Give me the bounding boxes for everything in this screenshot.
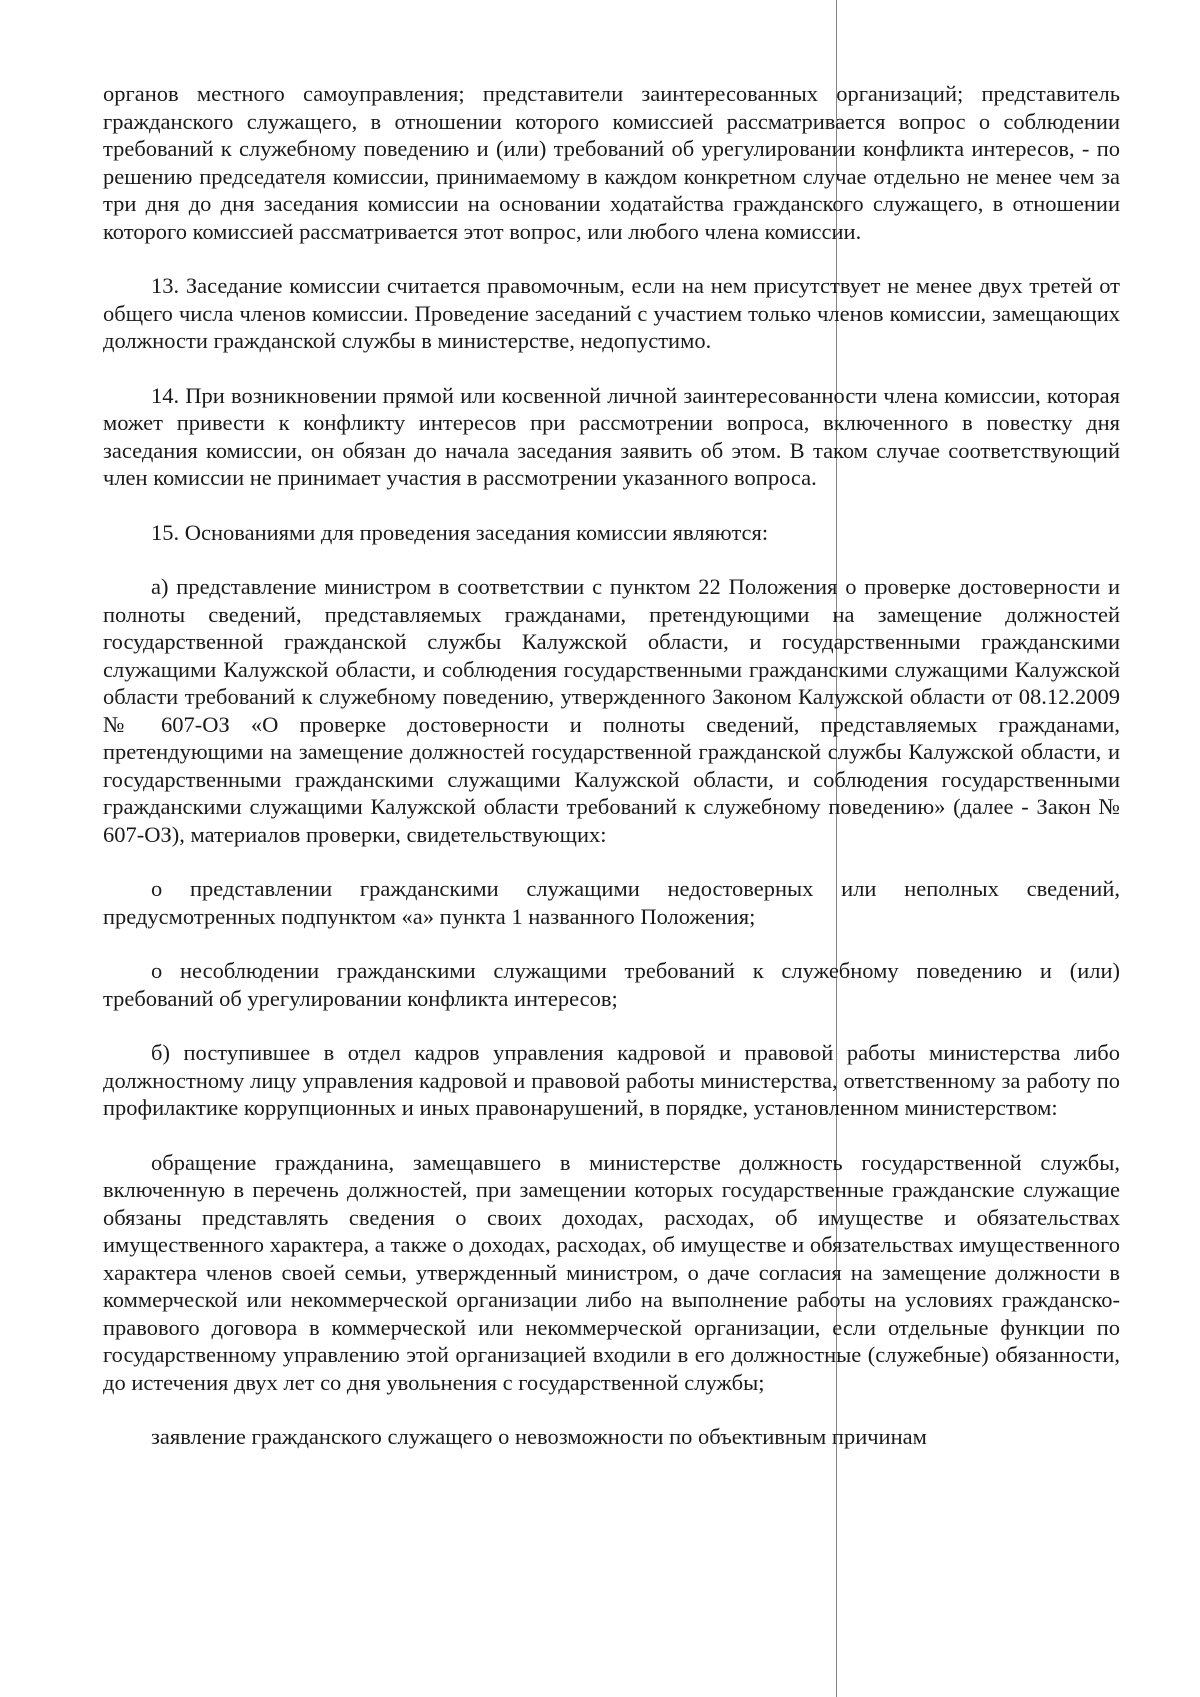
paragraph-13: 13. Заседание комиссии считается правомочным, если на нем присутствует не менее двух третей от общего числа членов комиссии. Проведение заседаний с участием только членов комиссии, замещающих должности гражданской службы в министерстве, недопустимо.	[103, 273, 1120, 353]
paragraph-15a-item-1: о представлении гражданскими служащими недостоверных или неполных сведений, предусмотренных подпунктом «а» пункта 1 названного Положения;	[103, 876, 1120, 929]
paragraph-15a-item-2: о несоблюдении гражданскими служащими требований к служебному поведению и (или) требований об урегулировании конфликта интересов;	[103, 958, 1120, 1011]
paragraph-15: 15. Основаниями для проведения заседания комиссии являются:	[151, 519, 769, 545]
paragraph-14: 14. При возникновении прямой или косвенной личной заинтересованности члена комиссии, которая может привести к конфликту интересов при рассмотрении вопроса, включенного в повестку дня заседания комиссии, он обязан до начала заседания заявить об этом. В таком случае соответствующий член комиссии не принимает участия в рассмотрении указанного вопроса.	[103, 382, 1120, 490]
paragraph-15b-item-2: заявление гражданского служащего о невозможности по объективным причинам	[151, 1424, 927, 1449]
paragraph-continuation: органов местного самоуправления; представители заинтересованных организаций; представитель гражданского служащего, в отношении которого комиссией рассматривается вопрос о соблюдении требований к служебному поведению и (или) требований об урегулировании конфликта интересов, - по решению председателя комиссии, принимаемому в каждом конкретном случае отдельно не менее чем за три дня до дня заседания комиссии на основании ходатайства гражданского служащего, в отношении которого комиссией рассматривается этот вопрос, или любого члена комиссии.	[103, 81, 1120, 244]
paragraph-15a: а) представление министром в соответствии с пунктом 22 Положения о проверке достоверности и полноты сведений, представляемых гражданами, претендующими на замещение должностей государственной гражданской службы Калужской области, и государственными гражданскими служащими Калужской области, и соблюдения государственными гражданскими служащими Калужской области требований к служебному поведению, утвержденного Законом Калужской области от 08.12.2009 № 607-ОЗ «О проверке достоверности и полноты сведений, представляемых гражданами, претендующими на замещение должностей государственной гражданской службы Калужской области, и государственными гражданскими служащими Калужской области, и соблюдения государственными гражданскими служащими Калужской области требований к служебному поведению» (далее - Закон № 607-ОЗ), материалов проверки, свидетельствующих:	[103, 574, 1120, 847]
document-page	[103, 80, 1120, 1478]
paragraph-15b: б) поступившее в отдел кадров управления кадровой и правовой работы министерства либо должностному лицу управления кадровой и правовой работы министерства, ответственному за работу по профилактике коррупционных и иных правонарушений, в порядке, установленном министерством:	[103, 1040, 1120, 1120]
paragraph-15b-item-1: обращение гражданина, замещавшего в министерстве должность государственной службы, включенную в перечень должностей, при замещении которых государственные гражданские служащие обязаны представлять сведения о своих доходах, расходах, об имуществе и обязательствах имущественного характера, а также о доходах, расходах, об имуществе и обязательствах имущественного характера членов своей семьи, утвержденный министром, о даче согласия на замещение должности в коммерческой или некоммерческой организации либо на выполнение работы на условиях гражданско-правового договора в коммерческой или некоммерческой организации, если отдельные функции по государственному управлению этой организацией входили в его должностные (служебные) обязанности, до истечения двух лет со дня увольнения с государственной службы;	[103, 1149, 1120, 1395]
